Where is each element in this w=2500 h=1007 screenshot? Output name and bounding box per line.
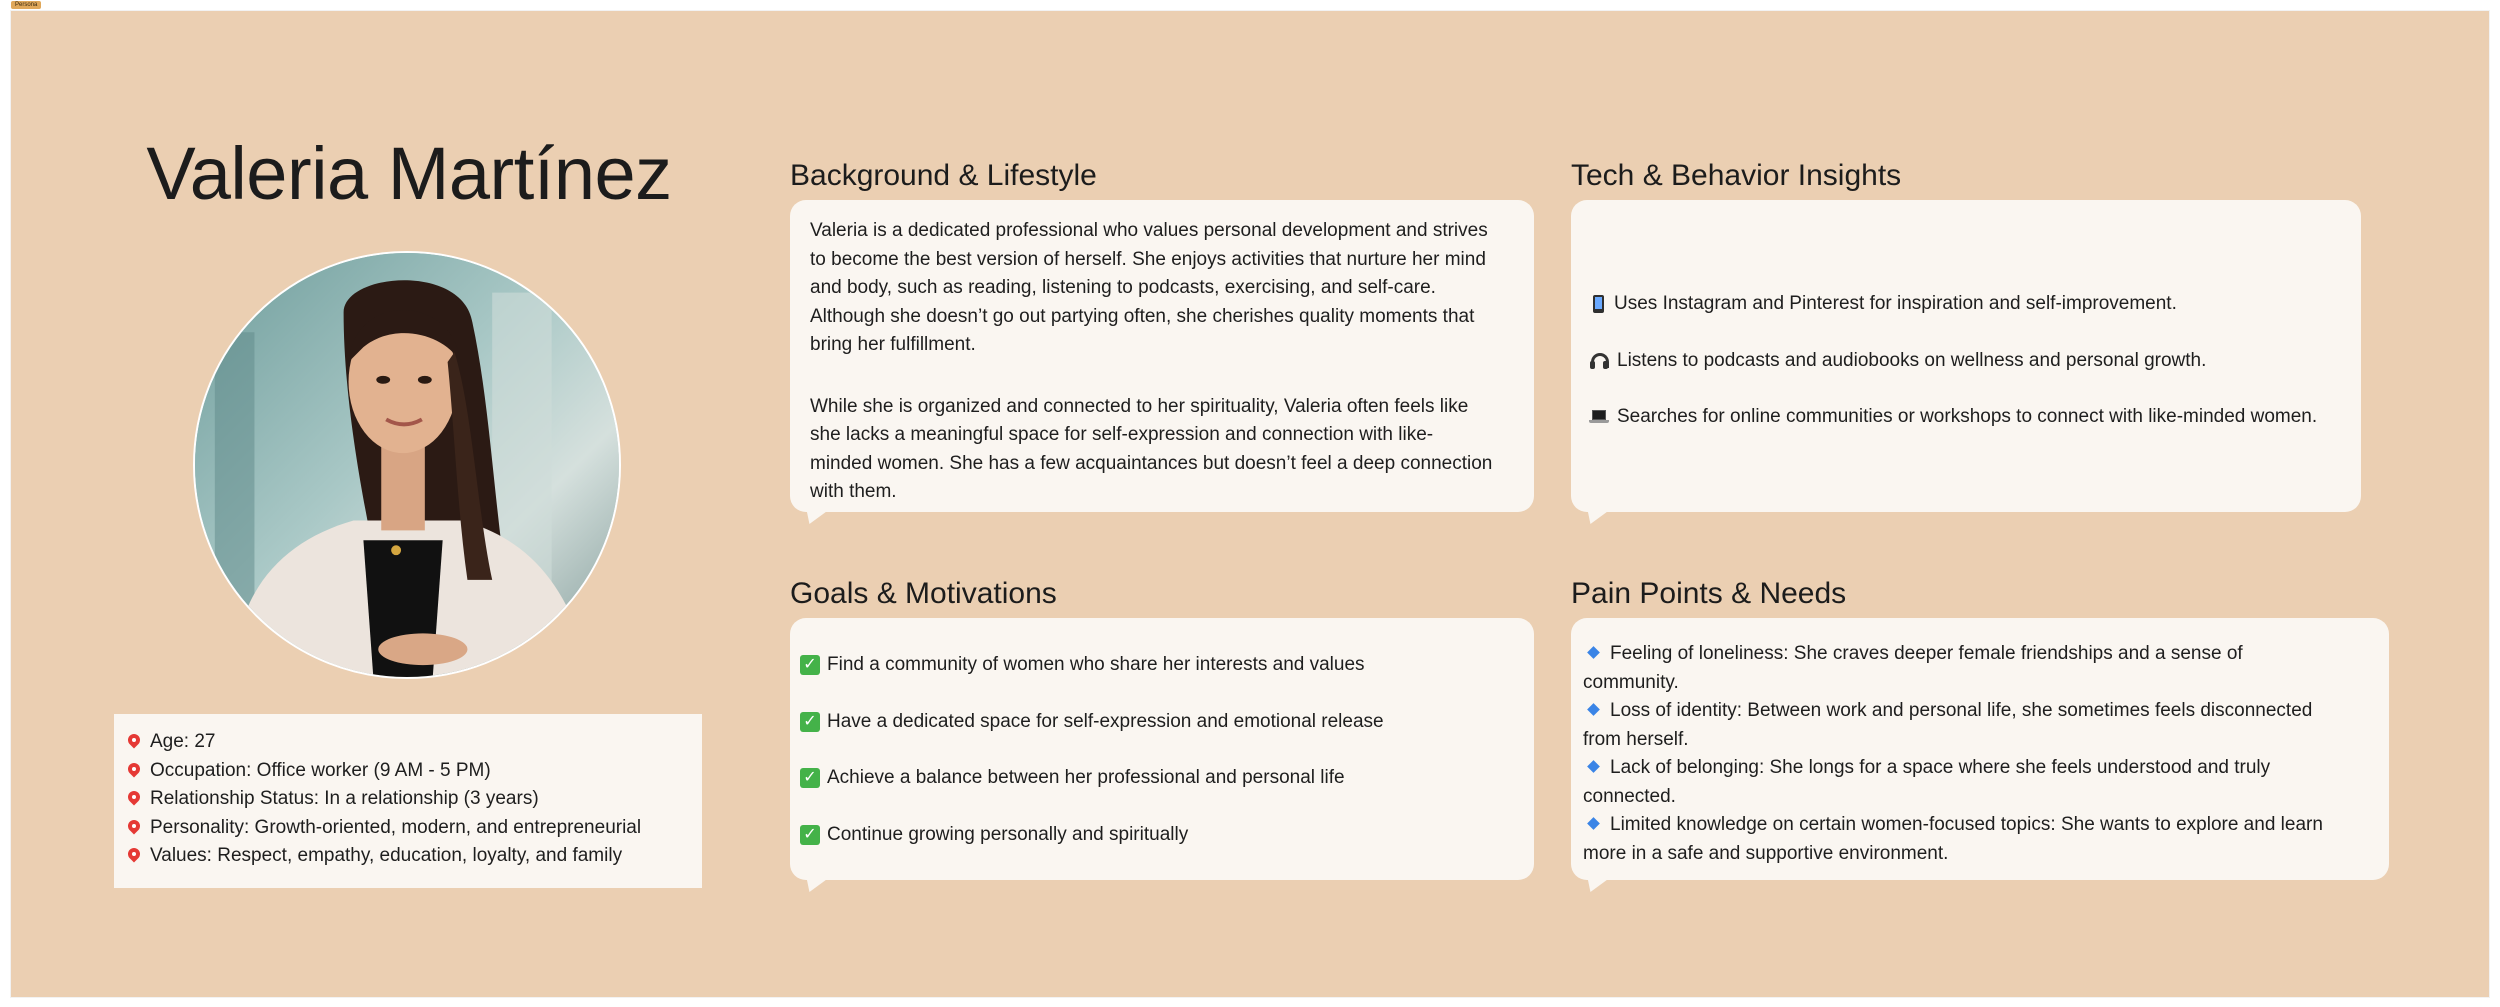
text-line: bring her fulfillment.	[810, 334, 976, 355]
avatar-photo	[195, 253, 619, 677]
check-icon: ✓	[800, 712, 820, 732]
persona-name: Valeria Martínez	[146, 132, 672, 215]
tech-item	[1589, 347, 2343, 376]
pain-text: Feeling of loneliness: She craves deeper female friendships and a sense of	[1610, 643, 2243, 664]
pin-icon	[128, 820, 140, 836]
text-line: While she is organized and connected to her spirituality, Valeria often feels like	[810, 395, 1469, 417]
check-icon: ✓	[800, 768, 820, 788]
tech-title: Tech & Behavior Insights	[1571, 159, 1902, 192]
text-line: she lacks a meaningful space for self-expression and connection with like-	[810, 424, 1434, 445]
blue-diamond-icon	[1587, 818, 1600, 831]
pain-item	[1583, 640, 2379, 697]
pain-text: more in a safe and supportive environment.	[1583, 842, 1949, 864]
goal-text: Continue growing personally and spiritually	[827, 823, 1189, 845]
pain-text: community.	[1583, 671, 1679, 693]
detail-text: Relationship Status: In a relationship (3 years)	[150, 788, 539, 809]
check-icon: ✓	[800, 655, 820, 675]
goal-item	[800, 764, 1524, 793]
detail-text: Age: 27	[150, 731, 216, 752]
pin-icon	[128, 763, 140, 779]
check-icon: ✓	[800, 825, 820, 845]
pain-item	[1583, 811, 2379, 868]
pain-item	[1583, 697, 2379, 754]
pain-title: Pain Points & Needs	[1571, 577, 1847, 610]
tech-item	[1589, 403, 2343, 432]
pin-icon	[128, 791, 140, 807]
detail-occupation	[128, 757, 688, 786]
goal-text: Find a community of women who share her interests and values	[827, 654, 1365, 675]
background-title: Background & Lifestyle	[790, 159, 1097, 192]
pain-text: connected.	[1583, 785, 1676, 807]
tech-bubble	[1571, 200, 2361, 512]
mobile-phone-icon	[1593, 295, 1604, 313]
text-line: and body, such as reading, listening to podcasts, exercising, and self-care.	[810, 277, 1436, 298]
tech-item-text: Uses Instagram and Pinterest for inspiration and self-improvement.	[1614, 293, 2177, 314]
laptop-icon	[1589, 410, 1609, 424]
detail-text: Occupation: Office worker (9 AM - 5 PM)	[150, 759, 491, 781]
pain-text: Lack of belonging: She longs for a space where she feels understood and truly	[1610, 757, 2271, 778]
detail-values	[128, 842, 688, 871]
goal-item	[800, 708, 1524, 737]
text-line: Valeria is a dedicated professional who values personal development and strives	[810, 220, 1488, 241]
goals-bubble	[790, 618, 1534, 880]
tech-item-text: Searches for online communities or workshops to connect with like-minded women.	[1617, 406, 2318, 427]
background-paragraph	[810, 217, 1514, 360]
frame-label[interactable]: Persona	[11, 1, 41, 9]
pain-text: from herself.	[1583, 728, 1689, 750]
tech-item	[1589, 290, 2343, 319]
pin-icon	[128, 734, 140, 750]
goals-title: Goals & Motivations	[790, 577, 1057, 610]
persona-canvas	[11, 11, 2489, 997]
tech-item-text: Listens to podcasts and audiobooks on wellness and personal growth.	[1617, 349, 2207, 371]
text-line: to become the best version of herself. She enjoys activities that nurture her mind	[810, 248, 1486, 270]
blue-diamond-icon	[1587, 647, 1600, 660]
detail-age	[128, 728, 688, 757]
detail-relationship	[128, 785, 688, 814]
blue-diamond-icon	[1587, 704, 1600, 717]
pain-bubble	[1571, 618, 2389, 880]
detail-text: Values: Respect, empathy, education, loyalty, and family	[150, 845, 623, 866]
goal-text: Achieve a balance between her professional and personal life	[827, 767, 1345, 788]
avatar	[193, 251, 621, 679]
text-line: minded women. She has a few acquaintances but doesn’t feel a deep connection	[810, 452, 1493, 474]
pain-item	[1583, 754, 2379, 811]
text-line: with them.	[810, 481, 897, 502]
pin-icon	[128, 848, 140, 864]
goal-item	[800, 651, 1524, 680]
background-paragraph	[810, 393, 1514, 507]
text-line: Although she doesn’t go out partying often, she cherishes quality moments that	[810, 305, 1475, 327]
goal-text: Have a dedicated space for self-expression and emotional release	[827, 710, 1384, 732]
headphones-icon	[1589, 353, 1609, 369]
background-bubble	[790, 200, 1534, 512]
goal-item	[800, 821, 1524, 850]
blue-diamond-icon	[1587, 761, 1600, 774]
pain-text: Loss of identity: Between work and personal life, she sometimes feels disconnected	[1610, 700, 2313, 721]
detail-personality	[128, 814, 688, 843]
pain-text: Limited knowledge on certain women-focused topics: She wants to explore and learn	[1610, 814, 2323, 835]
persona-details-card	[114, 714, 702, 888]
detail-text: Personality: Growth-oriented, modern, and entrepreneurial	[150, 816, 642, 838]
